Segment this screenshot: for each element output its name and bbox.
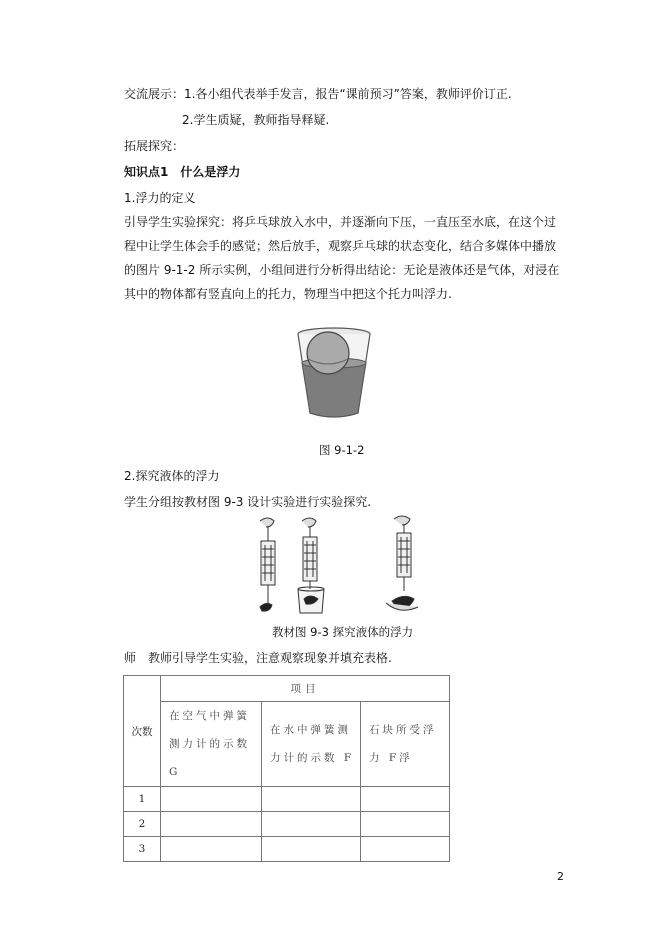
col-air-reading-header — [161, 702, 262, 787]
col-buoyancy-line-1: 石块所受浮 — [369, 724, 437, 736]
table-cell — [361, 837, 450, 862]
table-cell — [161, 787, 262, 812]
teacher-instruction: 师 教师引导学生实验，注意观察现象并填充表格. — [124, 651, 392, 665]
col-air-reading-line-1: 在空气中弹簧 — [169, 710, 250, 722]
row-number: 2 — [124, 812, 161, 837]
col-water-reading-header — [262, 702, 361, 787]
scale-with-hand — [386, 516, 418, 610]
experiment-table — [123, 675, 450, 862]
figure-9-3-caption: 教材图 9-3 探究液体的浮力 — [272, 625, 414, 639]
count-header: 次数 — [124, 676, 161, 787]
section2-instruction: 学生分组按教材图 9-3 设计实验进行实验探究. — [124, 495, 372, 509]
table-cell — [262, 837, 361, 862]
cup-with-ball-figure — [296, 325, 372, 421]
figure-9-1-2-caption: 图 9-1-2 — [319, 443, 365, 457]
table-cell — [262, 787, 361, 812]
table-row — [124, 812, 450, 837]
exchange-item-1: 1.各小组代表举手发言，报告“课前预习”答案，教师评价订正. — [184, 87, 512, 101]
table-cell — [361, 812, 450, 837]
page-number: 2 — [557, 870, 564, 883]
col-buoyancy-line-2: 力 F浮 — [369, 752, 413, 764]
col-water-reading-line-1: 在水中弹簧测 — [270, 724, 351, 736]
table-cell — [361, 787, 450, 812]
col-air-reading-line-2: 测力计的示数 G — [169, 738, 250, 778]
section1-heading: 1.浮力的定义 — [124, 191, 196, 205]
col-buoyancy-header — [361, 702, 450, 787]
scale-in-air — [260, 518, 275, 611]
col-water-reading-line-2: 力计的示数 F — [270, 752, 355, 764]
section2-heading: 2.探究液体的浮力 — [124, 469, 220, 483]
table-row — [124, 837, 450, 862]
spring-scale-experiment-figure — [252, 515, 424, 615]
scale-in-water — [298, 518, 324, 613]
table-cell — [161, 812, 262, 837]
project-header: 项目 — [161, 676, 450, 702]
row-number: 1 — [124, 787, 161, 812]
extension-label: 拓展探究： — [124, 139, 185, 153]
table-row — [124, 787, 450, 812]
table-cell — [161, 837, 262, 862]
exchange-label: 交流展示： — [124, 87, 185, 101]
table-cell — [262, 812, 361, 837]
knowledge-point-heading: 知识点1 什么是浮力 — [124, 165, 241, 179]
exchange-item-2: 2.学生质疑，教师指导释疑. — [182, 113, 330, 127]
exchange-line-1 — [124, 86, 512, 102]
section1-paragraph: 引导学生实验探究：将乒乓球放入水中，并逐渐向下压，一直压至水底，在这个过程中让学生体会手的感觉；然后放手，观察乒乓球的状态变化，结合多媒体中播放的图片 9-1-2 所示实例，小组间进行分析得出结论：无论是液体还是气体，对浸在其中的物体都有竖直向上的托力，物理当中把这个托力叫浮力. — [124, 215, 560, 301]
row-number: 3 — [124, 837, 161, 862]
